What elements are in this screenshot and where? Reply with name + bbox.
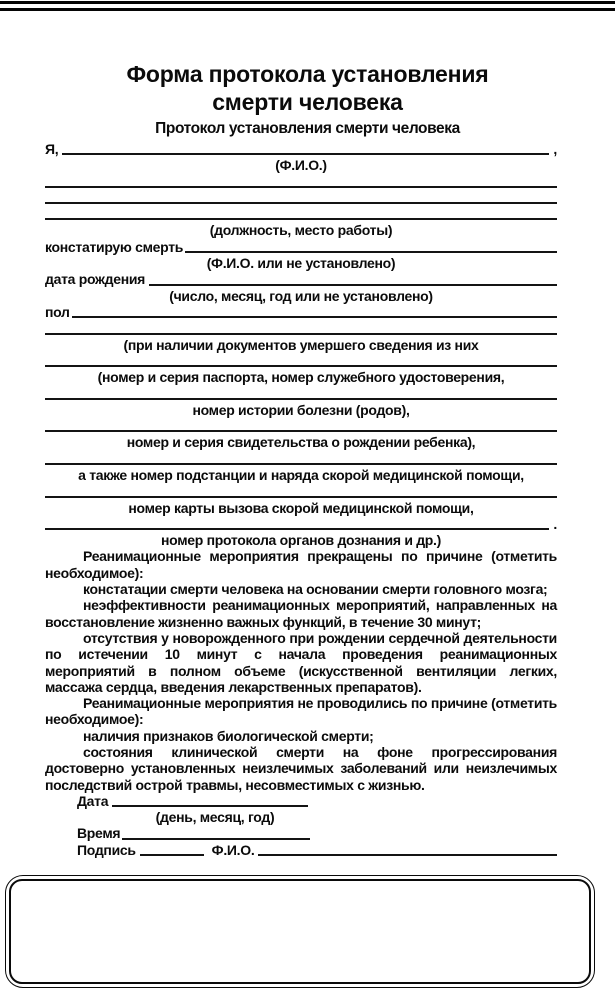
birth-date-row	[45, 271, 557, 287]
form-body	[45, 141, 557, 858]
blank-line	[45, 320, 557, 336]
doc-info-caption-3: номер истории болезни (родов),	[192, 401, 410, 418]
signature-fill-line	[140, 842, 204, 856]
declarant-prefix: Я,	[45, 141, 59, 157]
death-statement-label: констатирую смерть	[45, 238, 184, 255]
note-box-inner-border	[9, 879, 591, 984]
blank-line	[45, 385, 557, 401]
signature-row	[45, 842, 557, 858]
para-resuscitation-stopped: Реанимационные мероприятия прекращены по причине (отметить необходимое):	[45, 548, 557, 581]
blank-line	[45, 451, 557, 467]
sex-fill-line	[72, 304, 557, 318]
final-doc-line-suffix: .	[553, 515, 557, 532]
para-not-performed: Реанимационные мероприятия не проводились по причине (отметить необходимое):	[45, 695, 557, 728]
fio-fill-line	[258, 842, 557, 856]
document-subtitle: Протокол установления смерти человека	[155, 120, 460, 137]
time-fill-line	[122, 825, 310, 839]
document-title-line-2: смерти человека	[212, 89, 403, 115]
blank-line	[45, 174, 557, 190]
death-statement-row	[45, 239, 557, 255]
final-doc-line-row	[45, 516, 557, 532]
declarant-fill-line	[62, 141, 549, 155]
signature-label: Подпись	[77, 841, 136, 858]
date-caption: (день, месяц, год)	[155, 809, 275, 826]
time-row	[45, 825, 557, 841]
declarant-suffix: ,	[553, 141, 557, 157]
final-doc-fill-line	[45, 516, 549, 530]
birth-date-label: дата рождения	[45, 271, 146, 288]
document-title-line-1: Форма протокола установления	[126, 61, 489, 87]
doc-info-caption-4: номер и серия свидетельства о рождении ребенка),	[126, 434, 476, 451]
para-ineffective-measures: неэффективности реанимационных мероприятий, направленных на восстановление жизненно важных функций, в течение 30 минут;	[45, 597, 557, 630]
fio-label: Ф.И.О.	[211, 841, 255, 858]
blank-line	[45, 353, 557, 369]
blank-line	[45, 190, 557, 206]
para-brain-death: констатации смерти человека на основании смерти головного мозга;	[83, 581, 548, 598]
document-header	[0, 60, 615, 138]
date-row	[45, 793, 557, 809]
note-box	[5, 875, 595, 988]
doc-info-caption-7: номер протокола органов дознания и др.)	[160, 532, 442, 549]
doc-info-caption-2: (номер и серия паспорта, номер служебного удостоверения,	[97, 369, 505, 386]
death-statement-fill-line	[185, 239, 557, 253]
date-fill-line	[112, 793, 308, 807]
resuscitation-paragraphs	[45, 548, 557, 792]
blank-line	[45, 418, 557, 434]
time-label: Время	[77, 825, 121, 842]
position-caption: (должность, место работы)	[209, 222, 393, 239]
blank-line	[45, 206, 557, 222]
sex-row	[45, 304, 557, 320]
birth-date-fill-line	[149, 271, 557, 285]
doc-info-caption-1: (при наличии документов умершего сведения из них	[123, 336, 479, 353]
doc-info-caption-6: номер карты вызова скорой медицинской помощи,	[128, 499, 474, 516]
para-biological-death: наличия признаков биологической смерти;	[83, 727, 374, 744]
date-label: Дата	[77, 792, 109, 809]
sex-label: пол	[45, 303, 70, 320]
death-statement-caption: (Ф.И.О. или не установлено)	[206, 255, 396, 272]
declarant-row	[45, 141, 557, 157]
para-newborn: отсутствия у новорожденного при рождении сердечной деятельности по истечении 10 минут с начала проведения реанимационных мероприятий в полном объеме (искусственной вентиляции легких, массажа сердца, введения лекарственных препаратов).	[45, 629, 557, 695]
para-clinical-death: состояния клинической смерти на фоне прогрессирования достоверно установленных неизлечимых заболеваний или неизлечимых последствий острой травмы, несовместимых с жизнью.	[45, 743, 557, 793]
birth-date-caption: (число, месяц, год или не установлено)	[169, 287, 433, 304]
top-double-rule	[0, 1, 615, 11]
doc-info-caption-5: а также номер подстанции и наряда скорой медицинской помощи,	[78, 466, 524, 483]
fio-caption: (Ф.И.О.)	[275, 157, 327, 174]
blank-line	[45, 483, 557, 499]
